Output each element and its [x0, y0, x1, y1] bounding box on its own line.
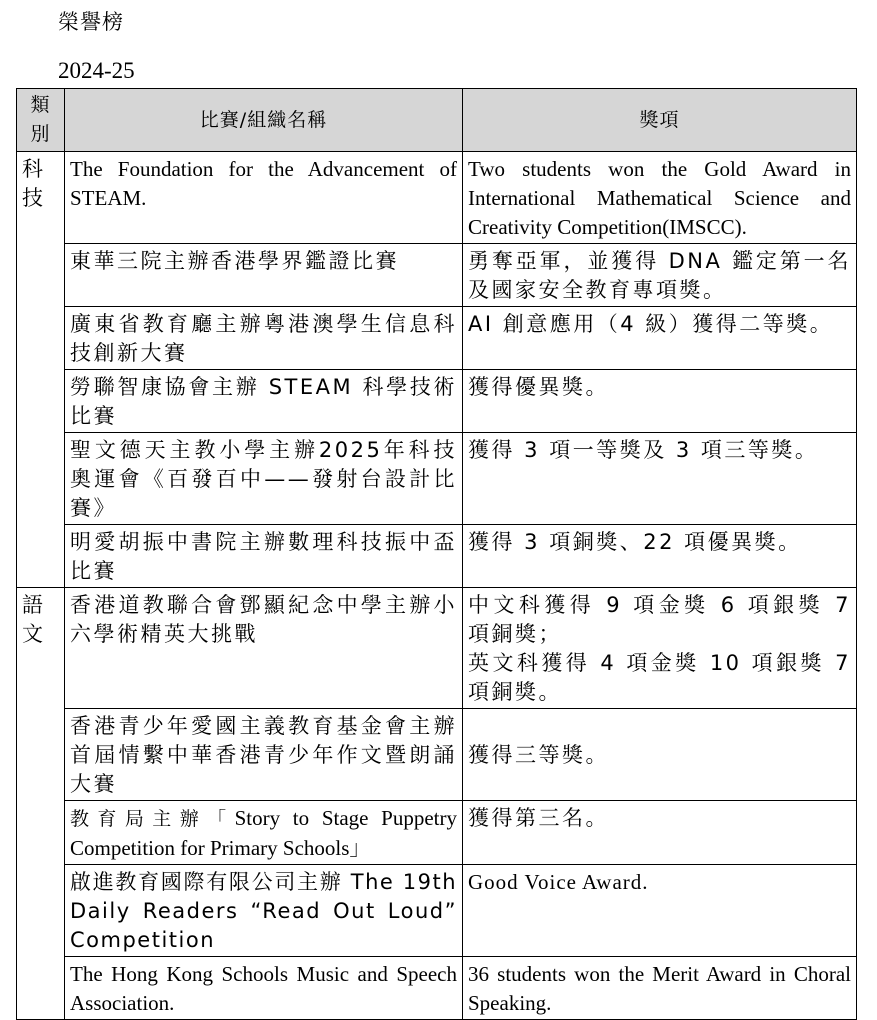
category-language: 語文 [17, 588, 65, 1020]
table-row [17, 525, 857, 588]
competition-cell: The Hong Kong Schools Music and Speech Association. [65, 957, 463, 1020]
competition-cell: 明愛胡振中書院主辦數理科技振中盃比賽 [65, 525, 463, 588]
award-cell: 獲得 3 項銅獎、22 項優異獎。 [463, 525, 857, 588]
header-row [17, 89, 857, 152]
table-row [17, 588, 857, 709]
table-row [17, 709, 857, 801]
award-cell: Two students won the Gold Award in International Mathematical Science and Creativity Competition(IMSCC). [463, 152, 857, 244]
category-tech: 科技 [17, 152, 65, 588]
table-row [17, 152, 857, 244]
competition-prefix: 教育局主辦「 [70, 808, 235, 830]
competition-cell: 東華三院主辦香港學界鑑證比賽 [65, 244, 463, 307]
competition-cell: 勞聯智康協會主辦 STEAM 科學技術比賽 [65, 370, 463, 433]
header-category: 類別 [17, 89, 65, 152]
table-row [17, 307, 857, 370]
competition-english: Story to Stage Puppetry Competition for Primary Schools」 [70, 806, 457, 860]
competition-cell: 香港道教聯合會鄧顯紀念中學主辦小六學術精英大挑戰 [65, 588, 463, 709]
award-cell: 獲得三等獎。 [463, 709, 857, 801]
competition-cell: 啟進教育國際有限公司主辦 The 19th Daily Readers “Read Out Loud” Competition [65, 865, 463, 957]
award-cell: 獲得優異獎。 [463, 370, 857, 433]
award-cell: 獲得 3 項一等獎及 3 項三等獎。 [463, 433, 857, 525]
award-cell: Good Voice Award. [463, 865, 857, 957]
competition-cell: The Foundation for the Advancement of STEAM. [65, 152, 463, 244]
page-title: 榮譽榜 [58, 10, 124, 34]
competition-cell: 香港青少年愛國主義教育基金會主辦首屆情繫中華香港青少年作文暨朗誦大賽 [65, 709, 463, 801]
table-row [17, 957, 857, 1020]
table-row [17, 244, 857, 307]
header-award: 獎項 [463, 89, 857, 152]
year-label: 2024-25 [58, 58, 135, 83]
award-line-chinese: 中文科獲得 9 項金獎 6 項銀獎 7 項銅獎； [468, 593, 851, 646]
honor-roll-table [16, 88, 857, 1020]
header-competition: 比賽/組織名稱 [65, 89, 463, 152]
award-cell: AI 創意應用（4 級）獲得二等獎。 [463, 307, 857, 370]
table-row [17, 433, 857, 525]
competition-cell [65, 801, 463, 865]
award-cell: 獲得第三名。 [463, 801, 857, 865]
table-row [17, 801, 857, 865]
table-row [17, 370, 857, 433]
award-line-english: 英文科獲得 4 項金獎 10 項銀獎 7 項銅獎。 [468, 651, 851, 704]
award-cell [463, 588, 857, 709]
competition-cell: 廣東省教育廳主辦粵港澳學生信息科技創新大賽 [65, 307, 463, 370]
table-row [17, 865, 857, 957]
award-cell: 勇奪亞軍，並獲得 DNA 鑑定第一名及國家安全教育專項獎。 [463, 244, 857, 307]
award-cell: 36 students won the Merit Award in Choral Speaking. [463, 957, 857, 1020]
competition-cell: 聖文德天主教小學主辦2025年科技奧運會《百發百中——發射台設計比賽》 [65, 433, 463, 525]
